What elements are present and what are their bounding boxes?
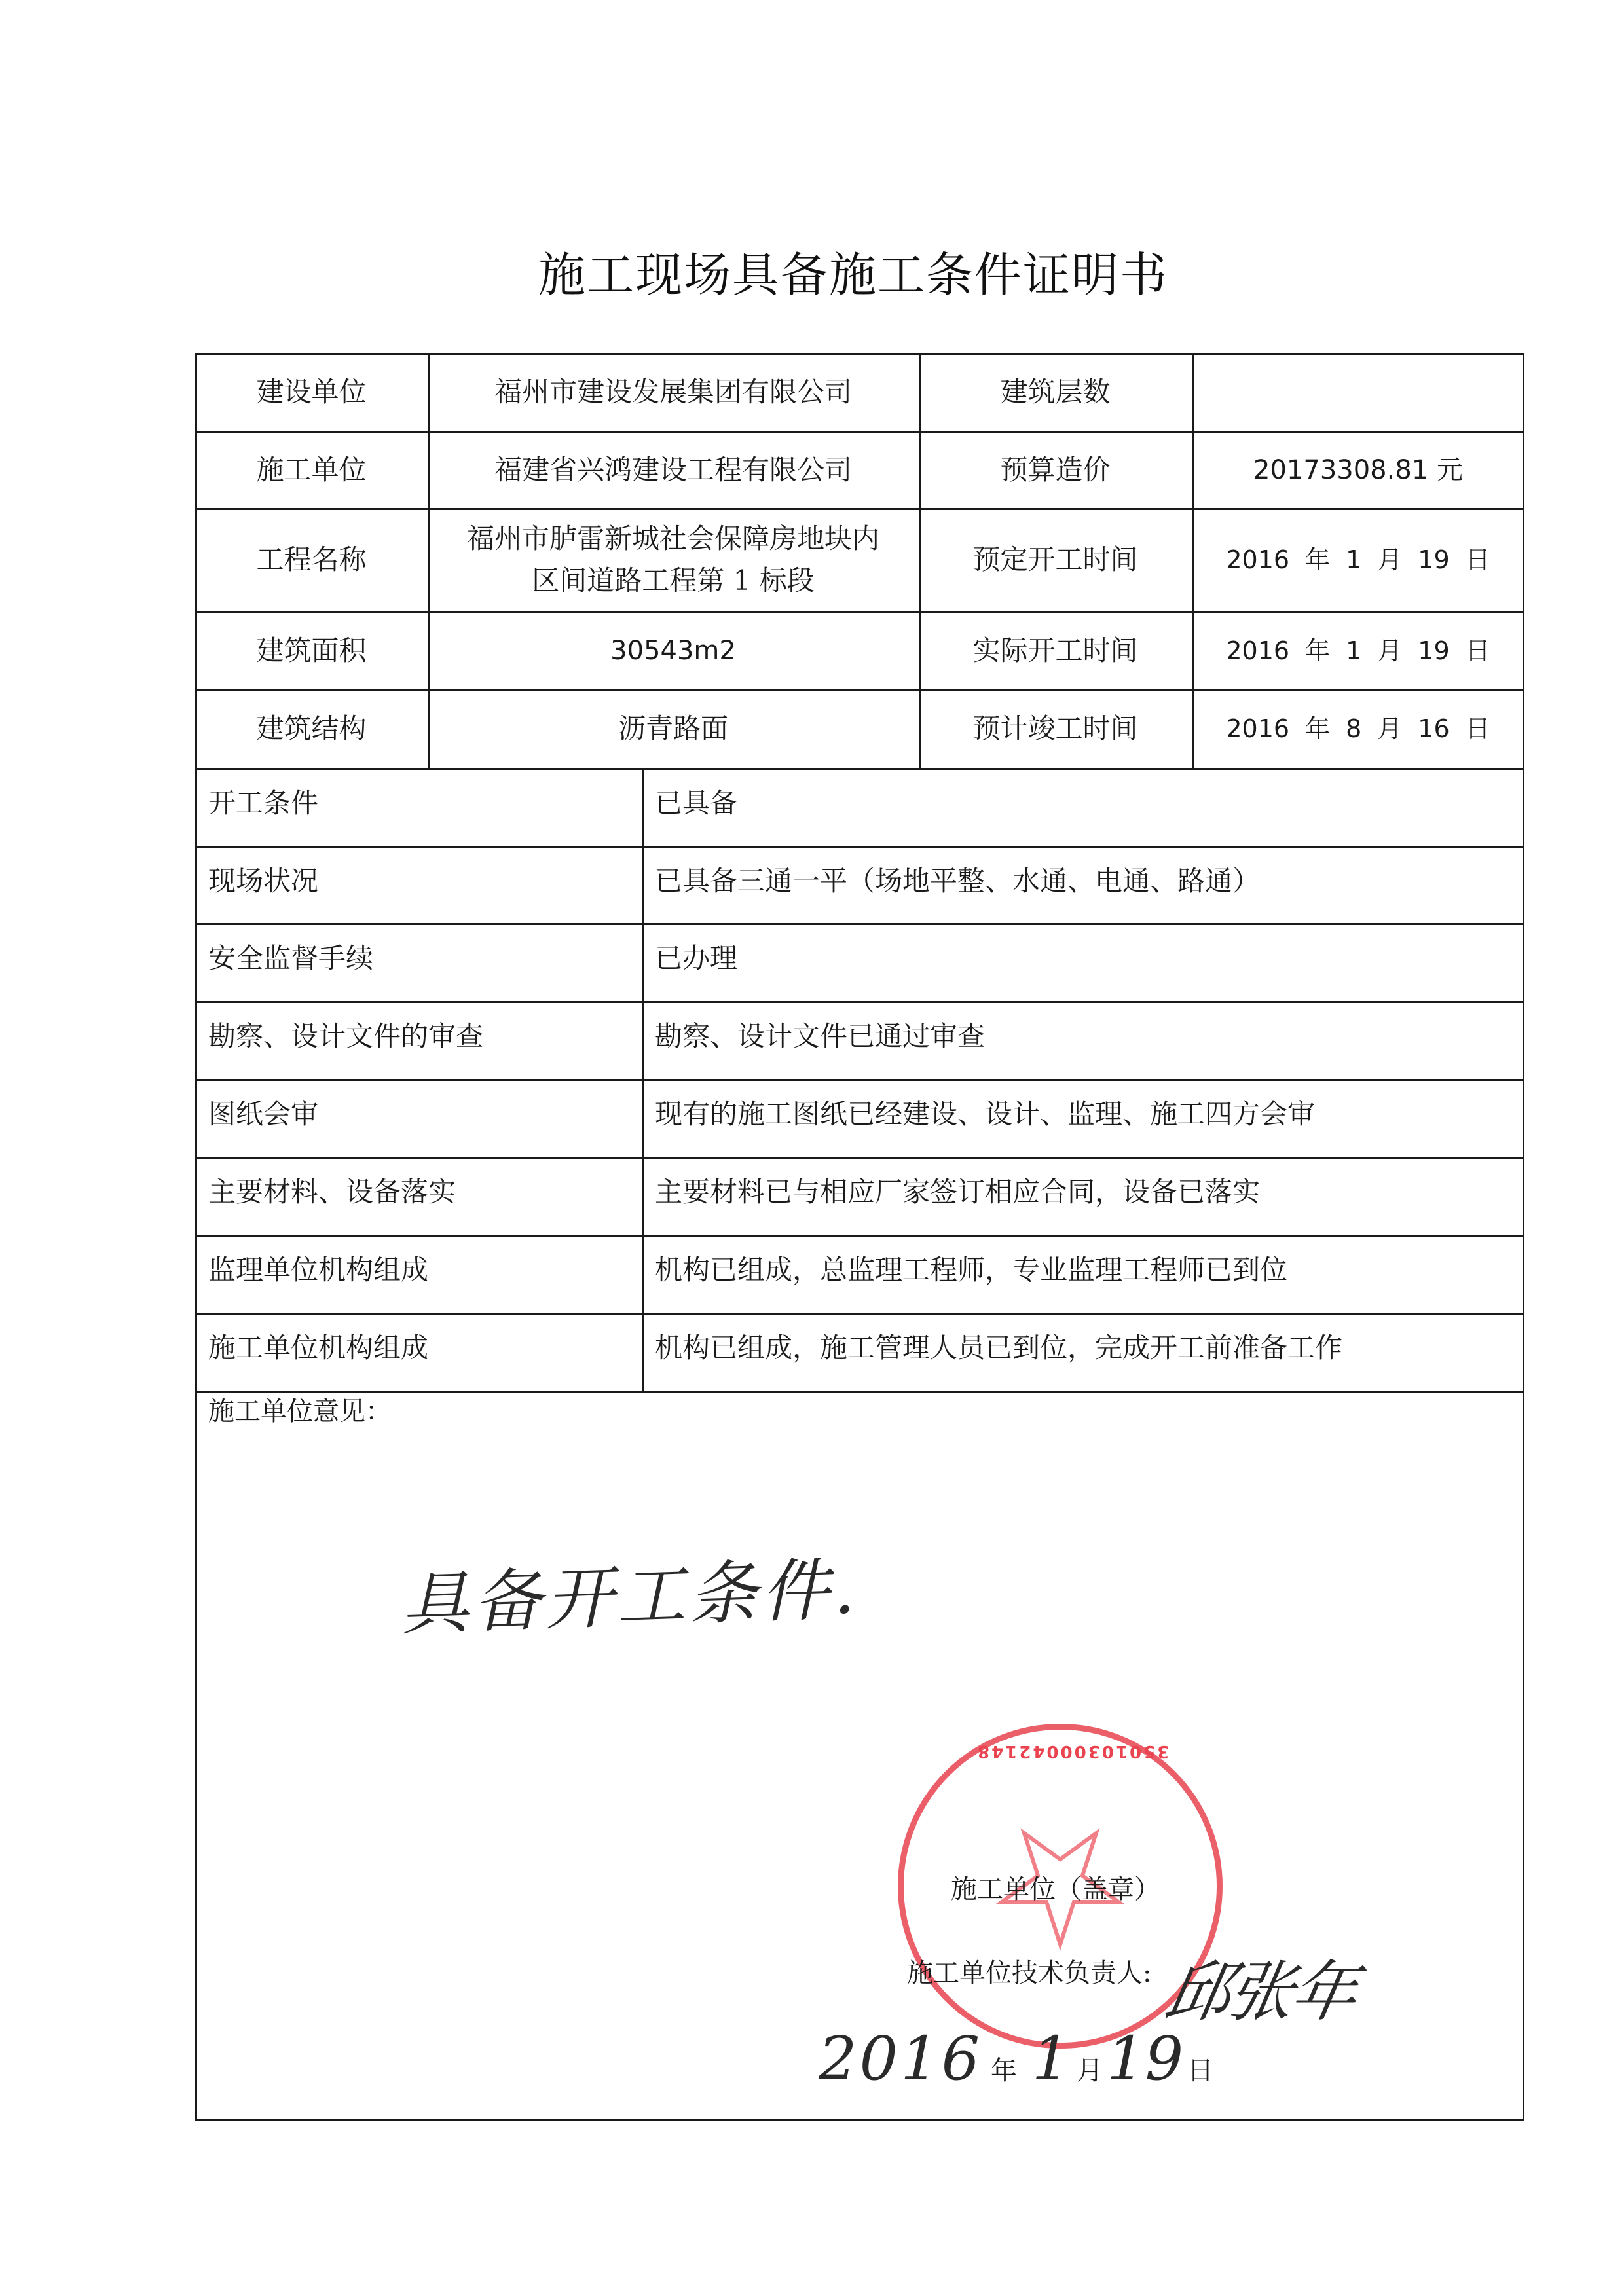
condition-value: 机构已组成，施工管理人员已到位，完成开工前准备工作 — [655, 1332, 1343, 1364]
label-building-floors: 建筑层数 — [1000, 376, 1111, 408]
condition-label: 施工单位机构组成 — [208, 1332, 429, 1364]
value-planned-start — [1192, 508, 1524, 611]
label-planned-completion: 预计竣工时间 — [972, 712, 1138, 744]
seal-number: 35010300042148 — [976, 1741, 1170, 1761]
condition-label: 安全监督手续 — [208, 942, 374, 974]
value-planned-completion — [1192, 689, 1524, 768]
tech-lead-signature: 邱张年 — [1159, 1954, 1361, 2030]
signed-day: 19 — [1107, 2024, 1184, 2094]
condition-label: 开工条件 — [208, 787, 319, 819]
value-building-floors — [1192, 353, 1524, 431]
condition-label: 主要材料、设备落实 — [208, 1176, 456, 1208]
year: 2016 — [1226, 636, 1290, 665]
month: 1 — [1346, 636, 1362, 665]
day-unit: 日 — [1465, 714, 1490, 743]
condition-value: 勘察、设计文件已通过审查 — [655, 1020, 986, 1052]
label-actual-start: 实际开工时间 — [972, 634, 1138, 666]
day: 19 — [1418, 636, 1450, 665]
handwritten-opinion: 具备开工条件. — [399, 1548, 860, 1645]
year-unit: 年 — [1305, 714, 1331, 743]
condition-value: 机构已组成，总监理工程师，专业监理工程师已到位 — [655, 1254, 1288, 1286]
condition-value: 现有的施工图纸已经建设、设计、监理、施工四方会审 — [655, 1098, 1316, 1130]
opinion-label: 施工单位意见： — [208, 1396, 392, 1427]
project-name-line2: 区间道路工程第 1 标段 — [532, 564, 815, 596]
month-unit: 月 — [1377, 545, 1403, 574]
condition-value: 已具备三通一平（场地平整、水通、电通、路通） — [655, 865, 1261, 897]
month: 1 — [1346, 545, 1362, 574]
condition-label: 勘察、设计文件的审查 — [208, 1020, 484, 1052]
signed-day-unit: 日 — [1187, 2056, 1214, 2086]
day-unit: 日 — [1465, 636, 1490, 665]
value-project-name — [428, 508, 919, 611]
condition-value: 已办理 — [655, 942, 738, 974]
row-divider — [195, 1391, 1524, 1393]
tech-lead-label: 施工单位技术负责人: — [907, 1958, 1152, 1988]
condition-label: 现场状况 — [208, 865, 319, 897]
value-construction-unit: 福州市建设发展集团有限公司 — [494, 376, 852, 408]
label-budget: 预算造价 — [1000, 453, 1111, 486]
seal-label: 施工单位（盖章） — [951, 1874, 1160, 1904]
value-building-structure: 沥青路面 — [618, 712, 728, 744]
label-contractor: 施工单位 — [256, 453, 367, 486]
day: 16 — [1418, 714, 1450, 743]
signed-date — [819, 2024, 1214, 2100]
condition-label: 图纸会审 — [208, 1098, 319, 1130]
condition-label: 监理单位机构组成 — [208, 1254, 429, 1286]
signed-month: 1 — [1031, 2024, 1071, 2094]
month-unit: 月 — [1377, 636, 1403, 665]
year: 2016 — [1226, 545, 1290, 574]
signed-year: 2016 — [819, 2024, 983, 2094]
day-unit: 日 — [1465, 545, 1490, 574]
value-actual-start — [1192, 611, 1524, 689]
label-planned-start: 预定开工时间 — [972, 543, 1138, 575]
signed-year-unit: 年 — [990, 2056, 1017, 2086]
month-unit: 月 — [1377, 714, 1403, 743]
value-contractor: 福建省兴鸿建设工程有限公司 — [494, 453, 852, 486]
label-building-structure: 建筑结构 — [256, 712, 367, 744]
document-title: 施工现场具备施工条件证明书 — [538, 247, 1168, 302]
year: 2016 — [1226, 714, 1290, 743]
year-unit: 年 — [1305, 545, 1331, 574]
signed-month-unit: 月 — [1077, 2056, 1103, 2086]
month: 8 — [1346, 714, 1362, 743]
label-building-area: 建筑面积 — [256, 634, 367, 666]
year-unit: 年 — [1305, 636, 1331, 665]
project-name-line1: 福州市胪雷新城社会保障房地块内 — [466, 522, 879, 555]
value-building-area: 30543m2 — [610, 635, 736, 666]
day: 19 — [1418, 545, 1450, 574]
label-project-name: 工程名称 — [256, 543, 367, 575]
label-construction-unit: 建设单位 — [256, 376, 367, 408]
condition-value: 已具备 — [655, 787, 738, 819]
condition-value: 主要材料已与相应厂家签订相应合同，设备已落实 — [655, 1176, 1261, 1208]
value-budget: 20173308.81 元 — [1253, 454, 1463, 485]
